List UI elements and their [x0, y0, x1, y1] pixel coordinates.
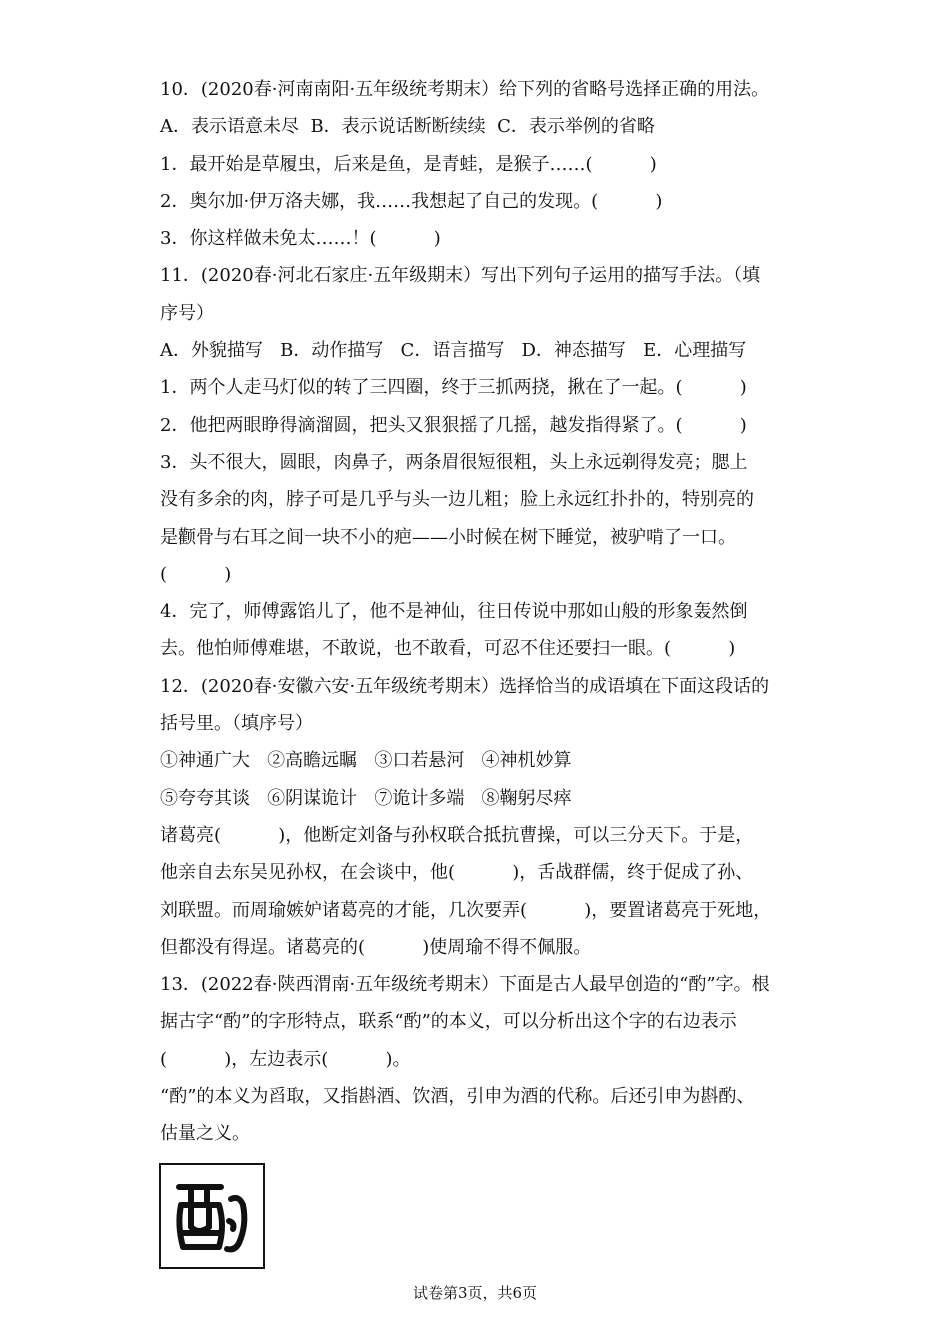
text-line: 但都没有得逞。诸葛亮的( )使周瑜不得不佩服。	[160, 936, 592, 958]
text-line: ( )，左边表示( )。	[160, 1048, 411, 1070]
text-line: 去。他怕师傅难堪，不敢说，也不敢看，可忍不住还要扫一眼。( )	[160, 638, 736, 660]
text-line: 11．(2020春·河北石家庄·五年级期末）写出下列句子运用的描写手法。（填	[160, 265, 761, 287]
text-line: “酌”的本义为舀取，又指斟酒、饮酒，引申为酒的代称。后还引申为斟酌、	[160, 1086, 755, 1108]
text-line: 3．你这样做未免太……！( )	[160, 228, 441, 250]
text-line: 刘联盟。而周瑜嫉妒诸葛亮的才能，几次要弄( )，要置诸葛亮于死地，	[160, 899, 772, 921]
text-line: 诸葛亮( )，他断定刘备与孙权联合抵抗曹操，可以三分天下。于是，	[160, 824, 754, 846]
text-line: 估量之义。	[160, 1123, 250, 1145]
text-line: 3．头不很大，圆眼，肉鼻子，两条眉很短很粗，头上永远剃得发亮；腮上	[160, 451, 748, 473]
text-line: ⑤夸夸其谈 ⑥阴谋诡计 ⑦诡计多端 ⑧鞠躬尽瘁	[160, 787, 572, 809]
text-line: 13．(2022春·陕西渭南·五年级统考期末）下面是古人最早创造的“酌”字。根	[160, 974, 770, 996]
text-line: 他亲自去东吴见孙权，在会谈中，他( )，舌战群儒，终于促成了孙、	[160, 862, 754, 884]
question-content	[160, 71, 800, 1153]
text-line: 括号里。（填序号）	[160, 713, 313, 735]
ancient-character-image	[159, 1163, 265, 1269]
page-footer: 试卷第3页，共6页	[412, 1284, 538, 1302]
text-line: 据古字“酌”的字形特点，联系“酌”的本义，可以分析出这个字的右边表示	[160, 1011, 737, 1033]
text-line: 1．最开始是草履虫，后来是鱼，是青蛙，是猴子……( )	[160, 153, 657, 175]
text-line: ①神通广大 ②高瞻远瞩 ③口若悬河 ④神机妙算	[160, 750, 572, 772]
text-line: 4．完了，师傅露馅儿了，他不是神仙，往日传说中那如山般的形象轰然倒	[160, 601, 748, 623]
text-line: 是颧骨与右耳之间一块不小的疤——小时候在树下睡觉，被驴啃了一口。	[160, 526, 736, 548]
text-line: 12．(2020春·安徽六安·五年级统考期末）选择恰当的成语填在下面这段话的	[160, 675, 770, 697]
text-line: 1．两个人走马灯似的转了三四圈，终于三抓两挠，揪在了一起。( )	[160, 377, 747, 399]
text-line: 2．奥尔加·伊万洛夫娜，我……我想起了自己的发现。( )	[160, 190, 663, 212]
text-line: 没有多余的肉，脖子可是几乎与头一边儿粗；脸上永远红扑扑的，特别亮的	[160, 489, 754, 511]
text-line: 序号）	[160, 302, 214, 324]
text-line: 10．(2020春·河南南阳·五年级统考期末）给下列的省略号选择正确的用法。	[160, 79, 770, 100]
text-line: ( )	[160, 563, 232, 585]
text-line: A．表示语意未尽 B．表示说话断断续续 C．表示举例的省略	[160, 116, 655, 138]
ancient-zhuo-glyph	[161, 1165, 263, 1267]
text-line: A．外貌描写 B．动作描写 C．语言描写 D．神态描写 E．心理描写	[160, 340, 747, 362]
text-line: 2．他把两眼睁得滴溜圆，把头又狠狠摇了几摇，越发指得紧了。( )	[160, 414, 747, 436]
